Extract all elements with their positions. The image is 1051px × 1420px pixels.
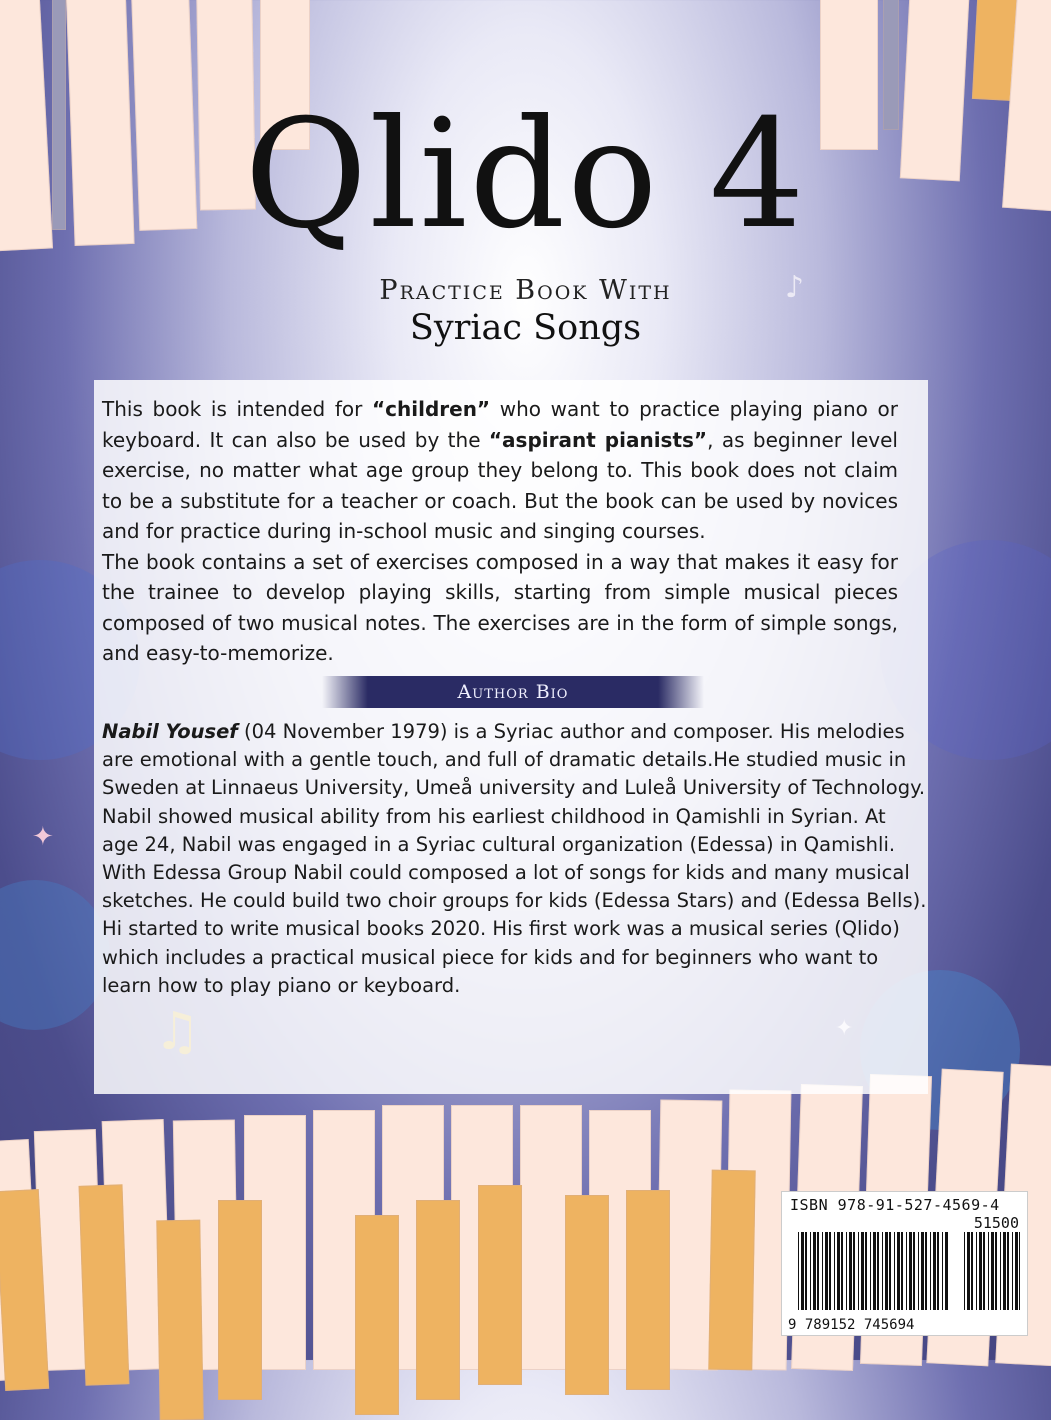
book-subtitle-line1: Practice Book With bbox=[379, 275, 672, 306]
book-description bbox=[102, 394, 898, 669]
addon-bars bbox=[964, 1232, 1020, 1310]
author-bio-heading: Author Bio bbox=[322, 676, 704, 708]
author-name: Nabil Yousef bbox=[102, 720, 238, 743]
isbn-text: ISBN 978-91-527-4569-4 bbox=[790, 1196, 1000, 1214]
content-panel bbox=[94, 380, 928, 1094]
author-bio bbox=[102, 718, 928, 1000]
book-subtitle-line2: Syriac Songs bbox=[409, 308, 642, 348]
bio-paragraph-2: Nabil showed musical ability from his earliest childhood in Qamishli in Syrian. At age 24, Nabil was engaged in a Syriac cultural organization (Edessa) in Qamishli. With Edessa Group Nabil could composed a lot of songs for kids and many musical sketches. He could build two choir groups for kids (Edessa Stars) and (Edessa Bells). bbox=[102, 804, 927, 913]
isbn-barcode bbox=[781, 1191, 1028, 1336]
ean-bars bbox=[798, 1232, 948, 1310]
barcode-addon-number: 51500 bbox=[973, 1214, 1019, 1232]
ean-number: 9 789152 745694 bbox=[788, 1317, 915, 1333]
music-note-icon: ♪ bbox=[785, 270, 805, 305]
bio-paragraph-1: Nabil Yousef (04 November 1979) is a Syriac author and composer. His melodies are emotional with a gentle touch, and full of dramatic details.He studied music in Sweden at Linnaeus University, Umeå university and Luleå University of Technology. bbox=[102, 720, 926, 800]
description-paragraph-1: This book is intended for “children” who want to practice playing piano or keyboard. It can also be used by the “aspirant pianists”, as beginner level exercise, no matter what age group they belong to. This book does not claim to be a substitute for a teacher or coach. But the book can be used by novices and for practice during in-school music and singing courses. bbox=[102, 397, 898, 543]
music-note-icon: ♫ bbox=[154, 1002, 201, 1062]
book-title: Qlido 4 bbox=[244, 88, 807, 262]
description-paragraph-2: The book contains a set of exercises composed in a way that makes it easy for the trainee to develop playing skills, starting from simple musical pieces composed of two musical notes. The exercises are in the form of simple songs, and easy-to-memorize. bbox=[102, 549, 898, 665]
sparkle-icon: ✦ bbox=[32, 822, 54, 852]
bio-paragraph-3: Hi started to write musical books 2020. His first work was a musical series (Qlido) which includes a practical musical piece for kids and for beginners who want to learn how to play piano or keyboard. bbox=[102, 917, 900, 997]
